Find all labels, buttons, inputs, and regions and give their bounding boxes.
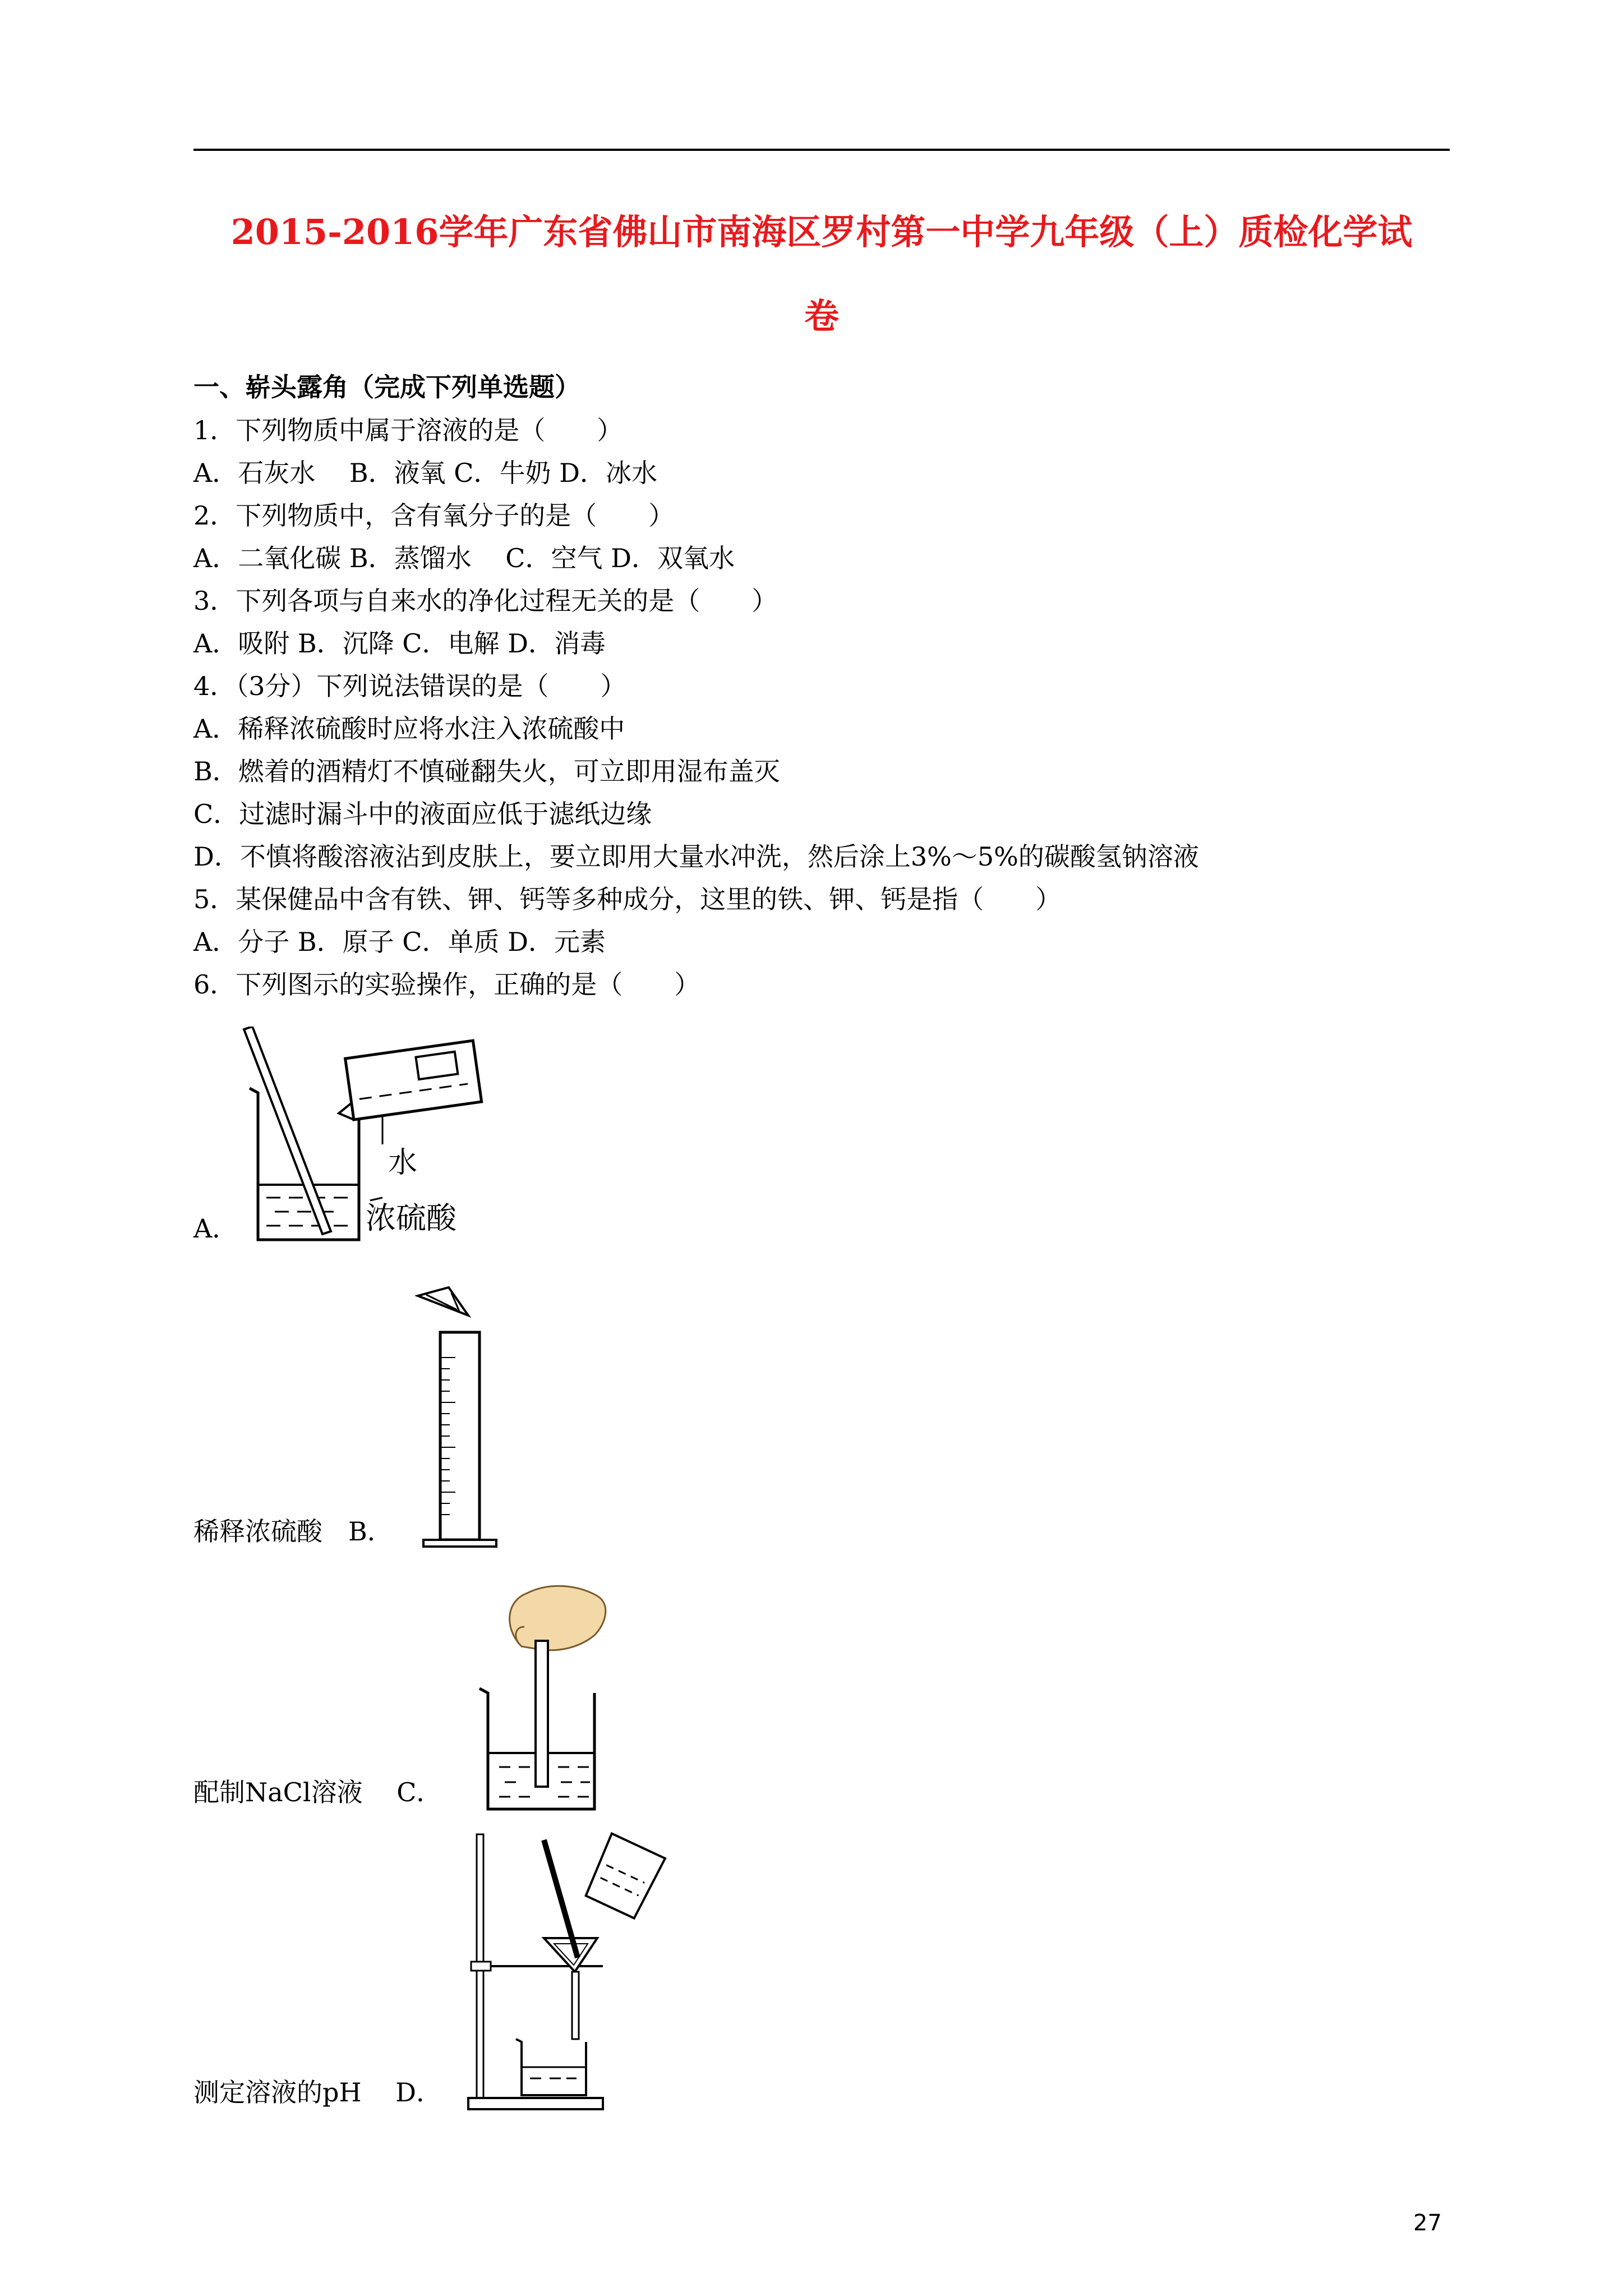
figure-b-caption: 稀释浓硫酸 B． [193, 1516, 393, 1547]
paper-title-line2: 卷 [804, 296, 839, 337]
page-number: 27 [1413, 2210, 1442, 2236]
figure-b-cylinder-diagram [415, 1285, 505, 1554]
paper-title-line1: 2015-2016学年广东省佛山市南海区罗村第一中学九年级（上）质检化学试 [230, 211, 1413, 252]
figure-d-filtration-diagram [465, 1832, 673, 2112]
figure-d-caption: 测定溶液的pH D． [193, 2077, 442, 2108]
question-3-options: A．吸附 B．沉降 C．电解 D．消毒 [193, 628, 606, 659]
question-4-stem: 4．（3分）下列说法错误的是（ ） [193, 671, 626, 701]
question-1-stem: 1．下列物质中属于溶液的是（ ） [193, 415, 623, 445]
figure-c-beaker-diagram [465, 1579, 623, 1820]
figure-c-caption: 配制NaCl溶液 C． [193, 1777, 442, 1807]
figure-a-label: A． [193, 1213, 238, 1244]
question-4-option-c: C．过滤时漏斗中的液面应低于滤纸边缘 [193, 799, 652, 829]
question-4-option-d: D．不慎将酸溶液沾到皮肤上，要立即用大量水冲洗，然后涂上3%～5%的碳酸氢钠溶液 [193, 841, 1199, 872]
question-2-options: A．二氧化碳 B．蒸馏水 C．空气 D．双氧水 [193, 543, 735, 573]
header-rule [193, 149, 1450, 151]
question-5-stem: 5．某保健品中含有铁、钾、钙等多种成分，这里的铁、钾、钙是指（ ） [193, 884, 1062, 914]
question-4-option-a: A．稀释浓硫酸时应将水注入浓硫酸中 [193, 714, 625, 744]
question-5-options: A．分子 B．原子 C．单质 D．元素 [193, 927, 606, 957]
figure-a-dilution-diagram [236, 1027, 527, 1251]
section-heading: 一、崭头露角（完成下列单选题） [193, 372, 580, 402]
question-6-stem: 6．下列图示的实验操作，正确的是（ ） [193, 969, 700, 1000]
question-1-options: A．石灰水 B．液氧 C．牛奶 D．冰水 [193, 458, 657, 488]
question-2-stem: 2．下列物质中，含有氧分子的是（ ） [193, 500, 675, 531]
question-3-stem: 3．下列各项与自来水的净化过程无关的是（ ） [193, 586, 778, 616]
question-4-option-b: B．燃着的酒精灯不慎碰翻失火，可立即用湿布盖灭 [193, 756, 780, 786]
figure-a-acid-label: 浓硫酸 [366, 1200, 457, 1236]
figure-a-water-label: 水 [388, 1146, 418, 1180]
